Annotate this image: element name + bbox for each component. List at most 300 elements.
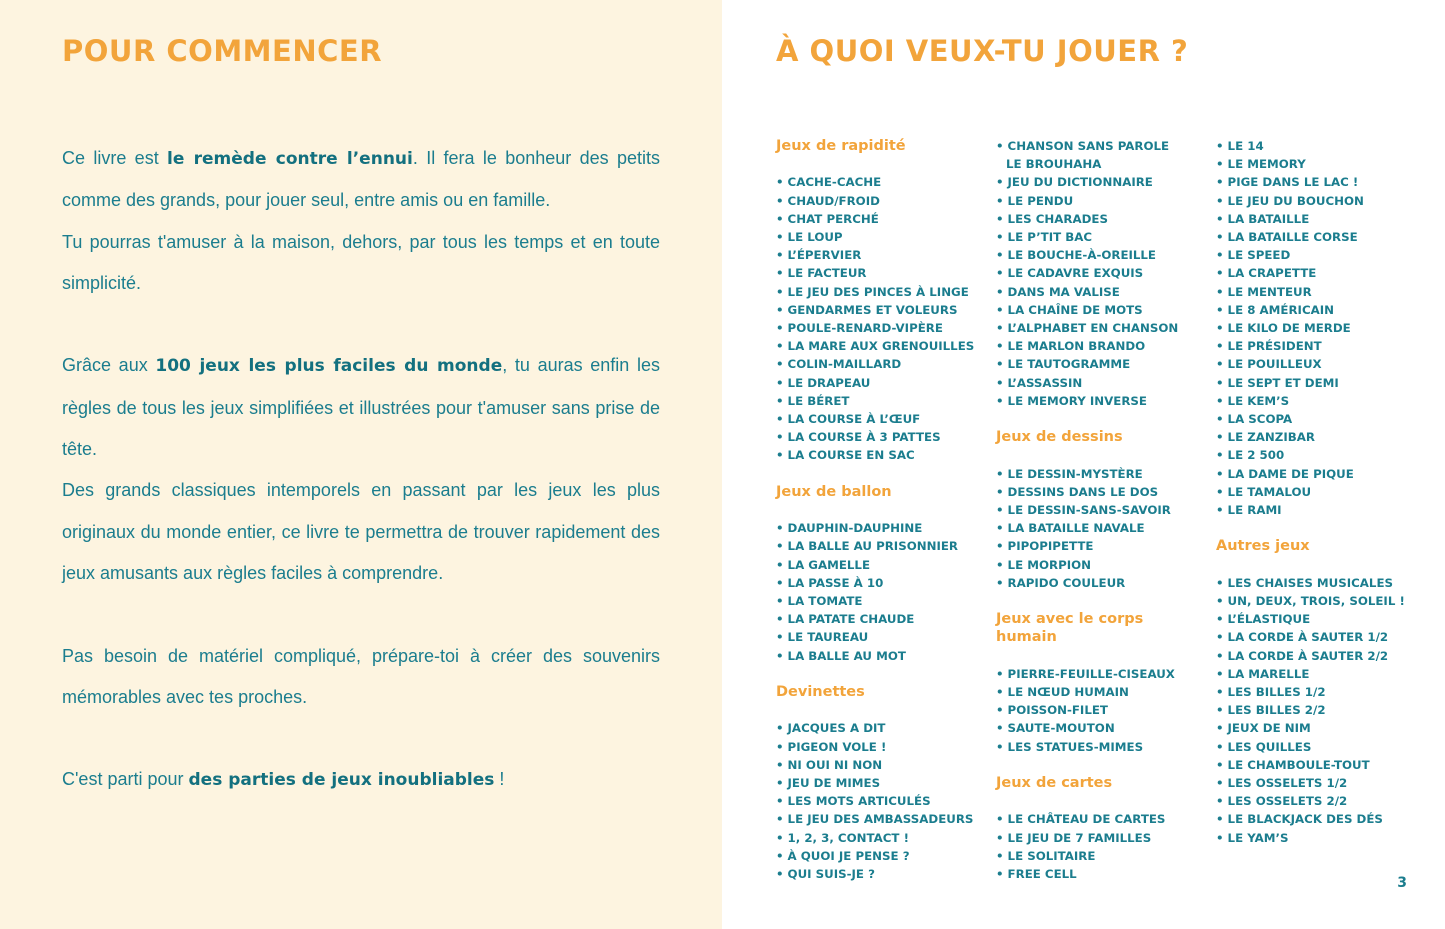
game-item: [776, 647, 988, 665]
bullet: •: [776, 739, 784, 754]
game-label: LE P’TIT BAC: [1007, 230, 1093, 245]
game-label: LE KILO DE MERDE: [1227, 321, 1351, 336]
bullet: •: [776, 175, 784, 190]
intro-paragraph-2: Tu pourras t'amuser à la maison, dehors, par tous les temps et en toute simplicité.: [62, 231, 660, 293]
bullet: •: [996, 139, 1004, 153]
games-column-3: [1216, 137, 1428, 847]
bullet: •: [996, 830, 1004, 845]
game-label: LE TAMALOU: [1227, 484, 1312, 499]
game-label: SAUTE-MOUTON: [1007, 721, 1115, 736]
bullet: •: [996, 867, 1004, 882]
bullet: •: [1216, 648, 1224, 663]
game-label: LE FACTEUR: [787, 266, 867, 281]
game-item: [776, 574, 988, 592]
bullet: •: [996, 248, 1004, 263]
bullet: •: [1216, 630, 1224, 645]
game-label: LE PENDU: [1007, 193, 1074, 208]
bullet: •: [996, 357, 1004, 372]
game-item: [1216, 428, 1428, 446]
game-item: [996, 519, 1208, 537]
bullet: •: [996, 393, 1004, 408]
game-item: [776, 374, 988, 392]
game-item: [1216, 738, 1428, 756]
game-label: LE MENTEUR: [1227, 284, 1312, 299]
intro-paragraph-6: [62, 759, 660, 801]
game-item: [996, 264, 1208, 282]
game-item: [776, 246, 988, 264]
game-item: [996, 355, 1208, 373]
game-item: [1216, 410, 1428, 428]
intro-paragraph-5: Pas besoin de matériel compliqué, prépare-toi à créer des souvenirs mémorables avec tes proches.: [62, 645, 660, 707]
game-label: LE BÉRET: [787, 393, 850, 408]
bullet: •: [776, 284, 784, 299]
bullet: •: [996, 211, 1004, 226]
game-item: [776, 738, 988, 756]
intro-paragraph-1: [62, 138, 660, 222]
game-item: [776, 719, 988, 737]
bullet: •: [996, 503, 1004, 518]
games-column-1: [776, 137, 988, 883]
bullet: •: [776, 230, 784, 244]
game-label: LA DAME DE PIQUE: [1227, 466, 1354, 481]
game-label: DAUPHIN-DAUPHINE: [787, 521, 923, 536]
game-label: DESSINS DANS LE DOS: [1007, 484, 1159, 499]
game-label: LES OSSELETS 2/2: [1227, 794, 1348, 809]
game-item: [996, 283, 1208, 301]
game-label: LE CHAMBOULE-TOUT: [1227, 757, 1370, 772]
game-item: [996, 847, 1208, 865]
game-label: LE TAUREAU: [787, 630, 869, 645]
bullet: •: [1216, 466, 1224, 481]
game-item: [996, 537, 1208, 555]
game-label: L’ÉPERVIER: [787, 248, 862, 263]
game-label: PIGEON VOLE !: [787, 739, 887, 754]
game-item: [776, 519, 988, 537]
bullet: •: [776, 375, 784, 390]
game-item: [1216, 792, 1428, 810]
bullet: •: [996, 193, 1004, 208]
left-page: [0, 0, 722, 929]
game-item: [996, 301, 1208, 319]
game-list-cartes: [996, 810, 1208, 883]
p1-text-a: Ce livre est: [62, 148, 168, 168]
game-label: LA COURSE À L’ŒUF: [787, 412, 921, 427]
game-label: LE LOUP: [787, 230, 843, 244]
game-label: LES MOTS ARTICULÉS: [787, 794, 931, 809]
game-item: [776, 628, 988, 646]
game-label: NI OUI NI NON: [787, 757, 883, 772]
bullet: •: [776, 448, 784, 463]
bullet: •: [996, 466, 1004, 481]
game-item: [1216, 756, 1428, 774]
right-page: [722, 0, 1445, 929]
game-label: LE SEPT ET DEMI: [1227, 375, 1339, 390]
bullet: •: [776, 357, 784, 372]
bullet: •: [996, 230, 1004, 245]
bullet: •: [1216, 448, 1224, 463]
game-label: LE 8 AMÉRICAIN: [1227, 302, 1334, 317]
bullet: •: [776, 794, 784, 809]
bullet: •: [996, 484, 1004, 499]
game-item: [776, 756, 988, 774]
p6-text-c: !: [494, 769, 505, 790]
game-label: LE JEU DES AMBASSADEURS: [787, 812, 974, 827]
game-list-devinettes-more: [996, 173, 1208, 410]
game-item: [996, 683, 1208, 701]
game-label: CHANSON SANS PAROLE: [1007, 139, 1170, 153]
game-label: LE DRAPEAU: [787, 375, 871, 390]
game-item: [996, 738, 1208, 756]
game-label: LE ZANZIBAR: [1227, 430, 1315, 445]
game-label: CHAT PERCHÉ: [787, 211, 879, 226]
bullet: •: [1216, 430, 1224, 445]
game-label: LA BALLE AU MOT: [787, 648, 906, 663]
game-label: LE MORPION: [1007, 557, 1092, 572]
game-item: [996, 574, 1208, 592]
game-list-corps: [996, 665, 1208, 756]
page-number: 3: [1397, 875, 1407, 891]
p3-text-c: , tu auras enfin les règles de tous les jeux simplifiées et illustrées pour t'amuser sans prise de tête.: [62, 355, 660, 460]
game-label: LA GAMELLE: [787, 557, 871, 572]
p1-emphasis: le remède contre l’ennui: [167, 149, 413, 169]
game-label: GENDARMES ET VOLEURS: [787, 302, 958, 317]
game-label: LE POUILLEUX: [1227, 357, 1322, 372]
bullet: •: [996, 557, 1004, 572]
game-item: [776, 556, 988, 574]
game-label: LE JEU DES PINCES À LINGE: [787, 284, 969, 299]
bullet: •: [1216, 248, 1224, 263]
game-item: [1216, 192, 1428, 210]
game-label: LA CORDE À SAUTER 1/2: [1227, 630, 1389, 645]
game-item: [776, 410, 988, 428]
bullet: •: [1216, 302, 1224, 317]
game-item: [776, 319, 988, 337]
bullet: •: [1216, 812, 1224, 827]
game-label: DANS MA VALISE: [1007, 284, 1120, 299]
game-label: JACQUES A DIT: [787, 721, 886, 736]
bullet: •: [776, 867, 784, 882]
game-item: [1216, 701, 1428, 719]
bullet: •: [1216, 794, 1224, 809]
game-item: [1216, 337, 1428, 355]
game-item: [996, 192, 1208, 210]
bullet: •: [996, 284, 1004, 299]
bullet: •: [1216, 284, 1224, 299]
game-item: [996, 374, 1208, 392]
game-label: UN, DEUX, TROIS, SOLEIL !: [1227, 594, 1405, 609]
game-label: LE MARLON BRANDO: [1007, 339, 1146, 354]
game-label: LA CORDE À SAUTER 2/2: [1227, 648, 1389, 663]
section-title-corps-line1: Jeux avec le corps: [996, 611, 1144, 628]
bullet: •: [1216, 211, 1224, 226]
game-list-cartes-more: [1216, 137, 1428, 519]
game-label: LA PASSE À 10: [787, 575, 884, 590]
game-item: [996, 701, 1208, 719]
game-label: LE BOUCHE-À-OREILLE: [1007, 248, 1156, 263]
game-item: [776, 210, 988, 228]
game-list-dessins: [996, 465, 1208, 592]
game-item: [776, 173, 988, 191]
game-label: LES QUILLES: [1227, 739, 1312, 754]
game-item: [1216, 283, 1428, 301]
bullet: •: [996, 666, 1004, 681]
game-item: [1216, 446, 1428, 464]
game-label: LE JEU DU BOUCHON: [1227, 193, 1364, 208]
game-label: CHAUD/FROID: [787, 193, 880, 208]
bullet: •: [1216, 193, 1224, 208]
bullet: •: [776, 812, 784, 827]
section-title-corps-line2: humain: [996, 629, 1057, 646]
game-item: [1216, 392, 1428, 410]
game-item: [1216, 228, 1428, 246]
bullet: •: [996, 685, 1004, 700]
game-item: [776, 865, 988, 883]
section-title-cartes: Jeux de cartes: [996, 775, 1113, 792]
game-list-ballon: [776, 519, 988, 665]
game-label: CACHE-CACHE: [787, 175, 882, 190]
p3-text-a: Grâce aux: [62, 355, 156, 376]
game-item: [1216, 665, 1428, 683]
game-item: [1216, 210, 1428, 228]
game-label: LES STATUES-MIMES: [1007, 739, 1144, 754]
game-label: LE DESSIN-MYSTÈRE: [1007, 466, 1143, 481]
p3-emphasis: 100 jeux les plus faciles du monde: [155, 356, 503, 377]
game-item: [1216, 683, 1428, 701]
game-label: JEU DE MIMES: [787, 776, 881, 791]
section-title-rapidite: Jeux de rapidité: [776, 138, 906, 154]
game-label: LE SPEED: [1227, 248, 1291, 263]
game-label: LA CRAPETTE: [1227, 266, 1317, 281]
game-item: [996, 137, 1208, 155]
bullet: •: [1216, 339, 1224, 354]
bullet: •: [1216, 266, 1224, 281]
game-label: LE SOLITAIRE: [1007, 848, 1096, 863]
bullet: •: [996, 375, 1004, 390]
game-item: [776, 301, 988, 319]
game-label: L’ASSASSIN: [1007, 375, 1083, 390]
bullet: •: [776, 575, 784, 590]
bullet: •: [996, 339, 1004, 354]
bullet: •: [996, 302, 1004, 317]
game-item: [1216, 501, 1428, 519]
game-label: 1, 2, 3, CONTACT !: [787, 830, 909, 845]
game-item: [1216, 264, 1428, 282]
game-item: [776, 792, 988, 810]
bullet: •: [776, 430, 784, 445]
game-label: LA MARE AUX GRENOUILLES: [787, 339, 975, 354]
bullet: •: [776, 612, 784, 627]
bullet: •: [776, 557, 784, 572]
game-list-devinettes: [776, 719, 988, 883]
bullet: •: [776, 848, 784, 863]
game-item: [1216, 246, 1428, 264]
game-label: LA BATAILLE CORSE: [1227, 230, 1358, 245]
p1-text-c: . Il fera le bonheur des petits comme des grands, pour jouer seul, entre amis ou en famille.: [62, 148, 660, 211]
game-item: [776, 610, 988, 628]
game-label: LE JEU DE 7 FAMILLES: [1007, 830, 1152, 845]
bullet: •: [776, 302, 784, 317]
bullet: •: [1216, 757, 1224, 772]
game-item: [1216, 355, 1428, 373]
game-label: LA BALLE AU PRISONNIER: [787, 539, 958, 554]
game-label: LE 2 500: [1227, 448, 1285, 463]
game-item: [996, 719, 1208, 737]
game-label: PIPOPIPETTE: [1007, 539, 1094, 554]
game-item: [776, 592, 988, 610]
game-item: [776, 446, 988, 464]
game-item: [1216, 810, 1428, 828]
game-item: [996, 246, 1208, 264]
bullet: •: [1216, 776, 1224, 791]
bullet: •: [1216, 357, 1224, 372]
game-label: LES BILLES 2/2: [1227, 703, 1326, 718]
game-label: COLIN-MAILLARD: [787, 357, 902, 372]
bullet: •: [1216, 375, 1224, 390]
game-item: [996, 392, 1208, 410]
bullet: •: [1216, 666, 1224, 681]
game-item: [1216, 574, 1428, 592]
game-item: [996, 210, 1208, 228]
bullet: •: [776, 776, 784, 791]
game-label: JEUX DE NIM: [1227, 721, 1311, 736]
bullet: •: [1216, 503, 1224, 518]
intro-text: [62, 138, 660, 802]
game-label: RAPIDO COULEUR: [1007, 575, 1126, 590]
game-label: LE MEMORY INVERSE: [1007, 393, 1147, 408]
bullet: •: [776, 321, 784, 336]
game-item: [776, 355, 988, 373]
game-label: LE TAUTOGRAMME: [1007, 357, 1131, 372]
game-label: LA SCOPA: [1227, 412, 1293, 427]
section-title-corps: [996, 610, 1208, 646]
game-label: LA BATAILLE: [1227, 211, 1310, 226]
game-item: [996, 337, 1208, 355]
game-item: [776, 283, 988, 301]
game-item: [1216, 592, 1428, 610]
game-item: [996, 556, 1208, 574]
game-label: FREE CELL: [1007, 867, 1077, 882]
bullet: •: [996, 812, 1004, 827]
game-item: [1216, 719, 1428, 737]
bullet: •: [1216, 157, 1224, 172]
bullet: •: [1216, 393, 1224, 408]
bullet: •: [776, 412, 784, 427]
bullet: •: [1216, 412, 1224, 427]
bullet: •: [996, 175, 1004, 190]
game-item: [776, 192, 988, 210]
bullet: •: [776, 594, 784, 609]
bullet: •: [776, 248, 784, 263]
game-label: LE RAMI: [1227, 503, 1282, 518]
bullet: •: [1216, 703, 1224, 718]
section-title-autres: Autres jeux: [1216, 538, 1310, 555]
game-label: LA COURSE À 3 PATTES: [787, 430, 941, 445]
game-label: LA CHAÎNE DE MOTS: [1007, 302, 1143, 317]
p6-text-a: C'est parti pour: [62, 769, 189, 790]
game-item: [776, 264, 988, 282]
game-item: [1216, 319, 1428, 337]
game-item: [776, 428, 988, 446]
game-label: LE DESSIN-SANS-SAVOIR: [1007, 503, 1171, 518]
game-label: POULE-RENARD-VIPÈRE: [787, 321, 943, 336]
game-label: QUI SUIS-JE ?: [787, 867, 875, 882]
section-title-dessins: Jeux de dessins: [996, 429, 1123, 446]
bullet: •: [776, 211, 784, 226]
game-item: [776, 392, 988, 410]
game-label: PIGE DANS LE LAC !: [1227, 175, 1359, 190]
bullet: •: [776, 521, 784, 536]
game-item: [996, 810, 1208, 828]
game-label: JEU DU DICTIONNAIRE: [1007, 175, 1153, 190]
bullet: •: [1216, 612, 1224, 627]
game-item: [776, 337, 988, 355]
games-column-2: [996, 137, 1208, 883]
game-item: [996, 483, 1208, 501]
page-title-right: À QUOI VEUX-TU JOUER ?: [776, 34, 1189, 68]
game-label: LES OSSELETS 1/2: [1227, 776, 1348, 791]
bullet: •: [776, 339, 784, 354]
game-label: LE 14: [1227, 139, 1264, 153]
bullet: •: [1216, 594, 1224, 609]
game-list-rapidite: [776, 173, 988, 464]
bullet: •: [1216, 685, 1224, 700]
bullet: •: [1216, 321, 1224, 336]
game-item: [996, 665, 1208, 683]
bullet: •: [776, 393, 784, 408]
game-item: [776, 810, 988, 828]
game-item: [996, 173, 1208, 191]
game-label: LE CADAVRE EXQUIS: [1007, 266, 1144, 281]
game-label: LES CHAISES MUSICALES: [1227, 575, 1393, 590]
game-label: LA COURSE EN SAC: [787, 448, 915, 463]
bullet: •: [996, 266, 1004, 281]
game-list-autres: [1216, 574, 1428, 847]
bullet: •: [776, 630, 784, 645]
game-label: L’ÉLASTIQUE: [1227, 612, 1311, 627]
game-item: [776, 228, 988, 246]
game-item: [996, 228, 1208, 246]
bullet: •: [1216, 230, 1224, 245]
game-item: [1216, 610, 1428, 628]
game-item: [1216, 829, 1428, 847]
game-item: [996, 319, 1208, 337]
game-item: [1216, 774, 1428, 792]
bullet: •: [1216, 721, 1224, 736]
game-label: LE BLACKJACK DES DÉS: [1227, 812, 1383, 827]
bullet: •: [1216, 830, 1224, 845]
p6-emphasis: des parties de jeux inoubliables: [188, 770, 495, 791]
bullet: •: [996, 703, 1004, 718]
page-title-left: POUR COMMENCER: [62, 34, 383, 68]
game-item: [1216, 137, 1428, 155]
game-item: [1216, 155, 1428, 173]
game-item: [1216, 374, 1428, 392]
bullet: •: [776, 648, 784, 663]
game-item: [996, 465, 1208, 483]
game-label: LE NŒUD HUMAIN: [1007, 685, 1129, 700]
bullet: •: [996, 848, 1004, 863]
section-title-ballon: Jeux de ballon: [776, 483, 892, 500]
game-item: [776, 774, 988, 792]
game-label: PIERRE-FEUILLE-CISEAUX: [1007, 666, 1175, 681]
bullet: •: [996, 739, 1004, 754]
bullet: •: [1216, 484, 1224, 499]
game-label: LE YAM’S: [1227, 830, 1289, 845]
bullet: •: [996, 721, 1004, 736]
game-label: LA MARELLE: [1227, 666, 1310, 681]
game-label: POISSON-FILET: [1007, 703, 1108, 718]
game-item: [996, 501, 1208, 519]
